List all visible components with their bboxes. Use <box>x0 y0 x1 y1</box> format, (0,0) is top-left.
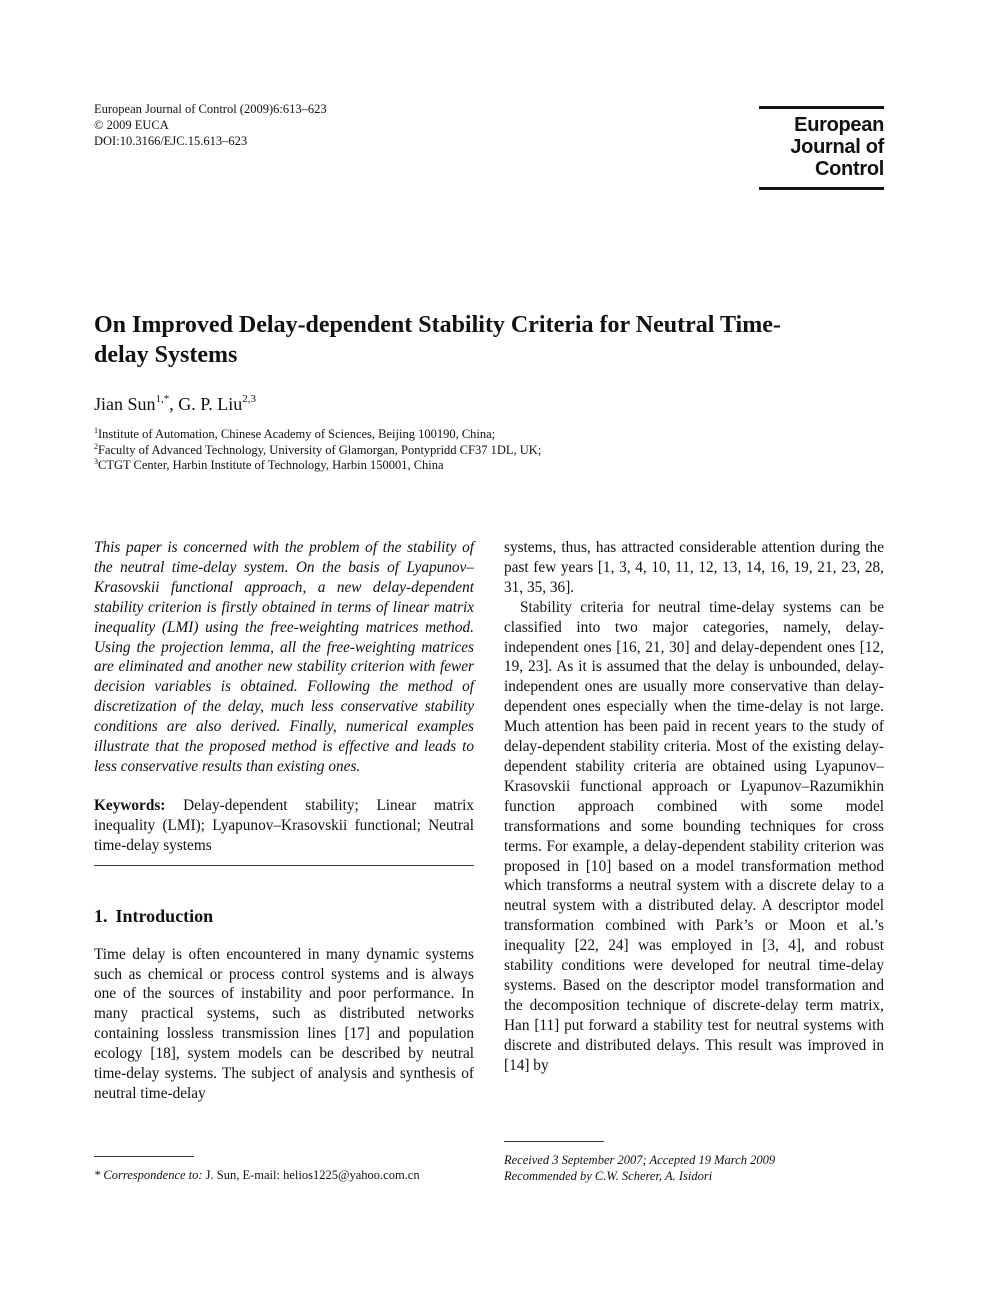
affiliation-3-mark: 3 <box>94 457 98 466</box>
editorial-footnote <box>504 1153 775 1184</box>
logo-line-1: European <box>794 114 884 136</box>
section-heading <box>94 905 474 927</box>
copyright-line: © 2009 EUCA <box>94 118 169 132</box>
right-column <box>504 538 884 1075</box>
section-number: 1. <box>94 905 108 926</box>
logo-bottom-rule <box>759 187 884 190</box>
affiliation-2-text: Faculty of Advanced Technology, University of Glamorgan, Pontypridd CF37 1DL, UK; <box>98 442 542 457</box>
footnote-rule-left <box>94 1156 194 1157</box>
author-list <box>94 392 256 416</box>
affiliation-3-text: CTGT Center, Harbin Institute of Technology, Harbin 150001, China <box>98 458 444 472</box>
left-column <box>94 538 474 1104</box>
logo-text <box>790 114 884 180</box>
paper-title: On Improved Delay-dependent Stability Criteria for Neutral Time-delay Systems <box>94 312 781 368</box>
logo-line-2: Journal of <box>790 136 884 158</box>
author-2: G. P. Liu <box>178 394 243 414</box>
affiliations <box>94 427 541 474</box>
affiliation-2-mark: 2 <box>94 441 98 451</box>
doi-line: DOI:10.3166/EJC.15.613–623 <box>94 134 248 148</box>
correspondence-label: * Correspondence to: <box>94 1168 203 1182</box>
received-line: Received 3 September 2007; Accepted 19 March 2009 <box>504 1153 776 1167</box>
affiliation-3 <box>94 458 541 474</box>
journal-logo <box>759 106 884 190</box>
correspondence-footnote <box>94 1168 420 1184</box>
keywords <box>94 796 474 856</box>
affiliation-1-mark: 1 <box>94 426 98 435</box>
keywords-text: Delay-dependent stability; Linear matrix inequality (LMI); Lyapunov–Krasovskii functional; Neutral time-delay systems <box>94 796 474 854</box>
logo-top-rule <box>759 106 884 109</box>
recommended-line: Recommended by C.W. Scherer, A. Isidori <box>504 1168 713 1183</box>
footnote-rule-right <box>504 1141 604 1142</box>
intro-paragraph-2: Stability criteria for neutral time-delay systems can be classified into two major categories, namely, delay-independent ones [16, 21, 30] and delay-dependent ones [12, 19, 23]. As it is assumed that the delay is unbounded, delay-independent ones are usually more conservative than delay-dependent ones especially when the time-delay is not large. Much attention has been paid in recent years to the study of delay-dependent stability criteria. Most of the existing delay-dependent stability criteria are obtained using Lyapunov–Krasovskii functional approach or Lyapunov–Razumikhin function approach combined with some model transformations and some bounding techniques for cross terms. For example, a delay-dependent stability criterion was proposed in [10] based on a model transformation method which transforms a neutral system with a discrete delay to a neutral system with a distributed delay. A descriptor model transformation combined with Park’s or Moon et al.’s inequality [22, 24] was employed in [3, 4], and robust stability conditions were developed for neutral time-delay systems. Based on the descriptor model transformation and the decomposition technique of discrete-delay term matrix, Han [11] put forward a stability test for neutral systems with discrete and distributed delays. This result was improved in [14] by <box>504 598 884 1074</box>
logo-line-3: Control <box>815 158 884 180</box>
author-separator: , <box>169 394 179 414</box>
correspondence-text: J. Sun, E-mail: helios1225@yahoo.com.cn <box>202 1168 420 1182</box>
intro-paragraph-1-continued: systems, thus, has attracted considerable attention during the past few years [1, 3, 4, 10, 11, 12, 13, 14, 16, 19, 21, 23, 28, 31, 35, 36]. <box>504 539 884 596</box>
author-1: Jian Sun <box>94 394 156 414</box>
section-title: Introduction <box>115 905 214 926</box>
author-1-marks: 1,* <box>155 393 170 405</box>
keywords-divider <box>94 865 474 866</box>
affiliation-2 <box>94 443 541 459</box>
keywords-label: Keywords: <box>94 796 166 814</box>
affiliation-1-text: Institute of Automation, Chinese Academy of Sciences, Beijing 100190, China; <box>98 427 496 441</box>
abstract <box>94 538 474 777</box>
affiliation-1 <box>94 427 541 443</box>
journal-header <box>94 101 327 149</box>
abstract-text: This paper is concerned with the problem of the stability of the neutral time-delay system. On the basis of Lyapunov–Krasovskii functional approach, a new delay-dependent stability criterion is firstly obtained in terms of linear matrix inequality (LMI) using the free-weighting matrices method. Using the projection lemma, all the free-weighting matrices are eliminated and another new stability criterion with fewer decision variables is obtained. Following the method of discretization of the delay, much less conservative stability conditions are also derived. Finally, numerical examples illustrate that the proposed method is effective and leads to less conservative results than existing ones. <box>94 539 474 775</box>
citation-line: European Journal of Control (2009)6:613–623 <box>94 102 327 116</box>
author-2-marks: 2,3 <box>242 393 257 405</box>
intro-paragraph-1: Time delay is often encountered in many dynamic systems such as chemical or process control systems and is always one of the sources of instability and poor performance. In many practical systems, such as distributed networks containing lossless transmission lines [17] and population ecology [18], system models can be described by neutral time-delay systems. The subject of analysis and synthesis of neutral time-delay <box>94 945 474 1102</box>
